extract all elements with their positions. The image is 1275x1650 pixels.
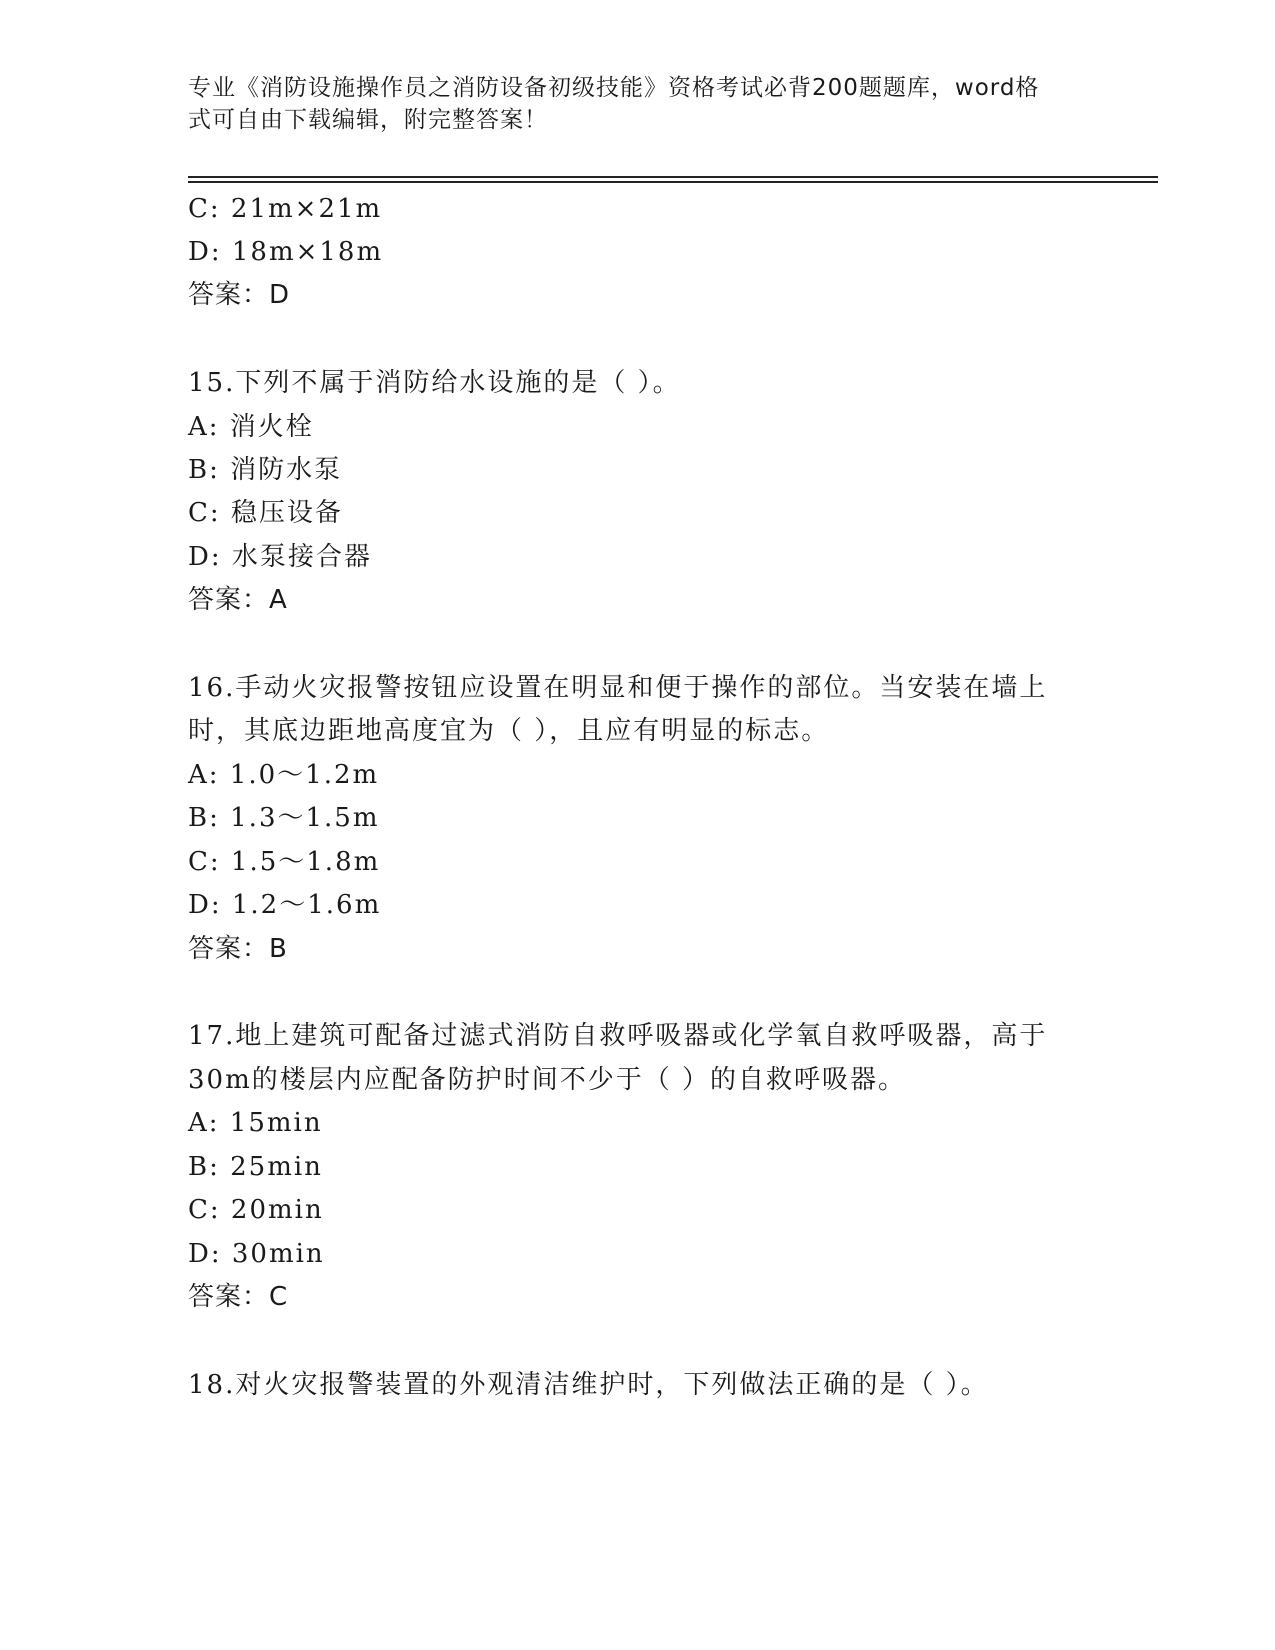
option-c: C: 21m×21m [188, 194, 383, 224]
question-18-stem: 18.对火灾报警装置的外观清洁维护时，下列做法正确的是（ ）。 [188, 1370, 989, 1400]
answer-value: A [269, 585, 288, 615]
header-rule-top [188, 176, 1158, 178]
answer-label: 答案： [188, 280, 270, 310]
question-17-option-b: B: 25min [188, 1152, 323, 1182]
question-15-option-a: A: 消火栓 [188, 412, 314, 442]
answer-label: 答案： [188, 1282, 270, 1312]
answer-line [188, 280, 290, 310]
question-17-answer [188, 1282, 288, 1312]
question-16-option-b: B: 1.3～1.5m [188, 803, 380, 833]
header-rule-bottom [188, 181, 1158, 183]
question-16-stem-line-1: 16.手动火灾报警按钮应设置在明显和便于操作的部位。当安装在墙上 [188, 673, 1048, 703]
question-16-answer [188, 934, 288, 964]
question-17-stem-line-2: 30m的楼层内应配备防护时间不少于（ ）的自救呼吸器。 [188, 1065, 907, 1095]
question-16-option-a: A: 1.0～1.2m [188, 760, 380, 790]
answer-value: D [269, 280, 291, 310]
answer-value: C [269, 1282, 289, 1312]
document-header [188, 72, 1068, 136]
question-16-stem-line-2: 时，其底边距地高度宜为（ ），且应有明显的标志。 [188, 716, 830, 746]
option-d: D: 18m×18m [188, 237, 384, 267]
question-16-option-c: C: 1.5～1.8m [188, 847, 381, 877]
question-17-option-d: D: 30min [188, 1239, 325, 1269]
answer-label: 答案： [188, 934, 270, 964]
question-15-stem: 15.下列不属于消防给水设施的是（ ）。 [188, 368, 681, 398]
question-15-answer [188, 585, 288, 615]
question-17-option-c: C: 20min [188, 1195, 324, 1225]
question-17-stem-line-1: 17.地上建筑可配备过滤式消防自救呼吸器或化学氧自救呼吸器，高于 [188, 1021, 1048, 1051]
question-15-option-d: D: 水泵接合器 [188, 542, 372, 572]
header-line-1: 专业《消防设施操作员之消防设备初级技能》资格考试必背200题题库，word格 [188, 75, 1040, 101]
answer-label: 答案： [188, 585, 270, 615]
header-line-2: 式可自由下载编辑，附完整答案！ [188, 107, 548, 133]
question-16-option-d: D: 1.2～1.6m [188, 890, 382, 920]
question-15-option-c: C: 稳压设备 [188, 498, 343, 528]
question-15-option-b: B: 消防水泵 [188, 455, 343, 485]
answer-value: B [269, 934, 288, 964]
question-17-option-a: A: 15min [188, 1108, 323, 1138]
